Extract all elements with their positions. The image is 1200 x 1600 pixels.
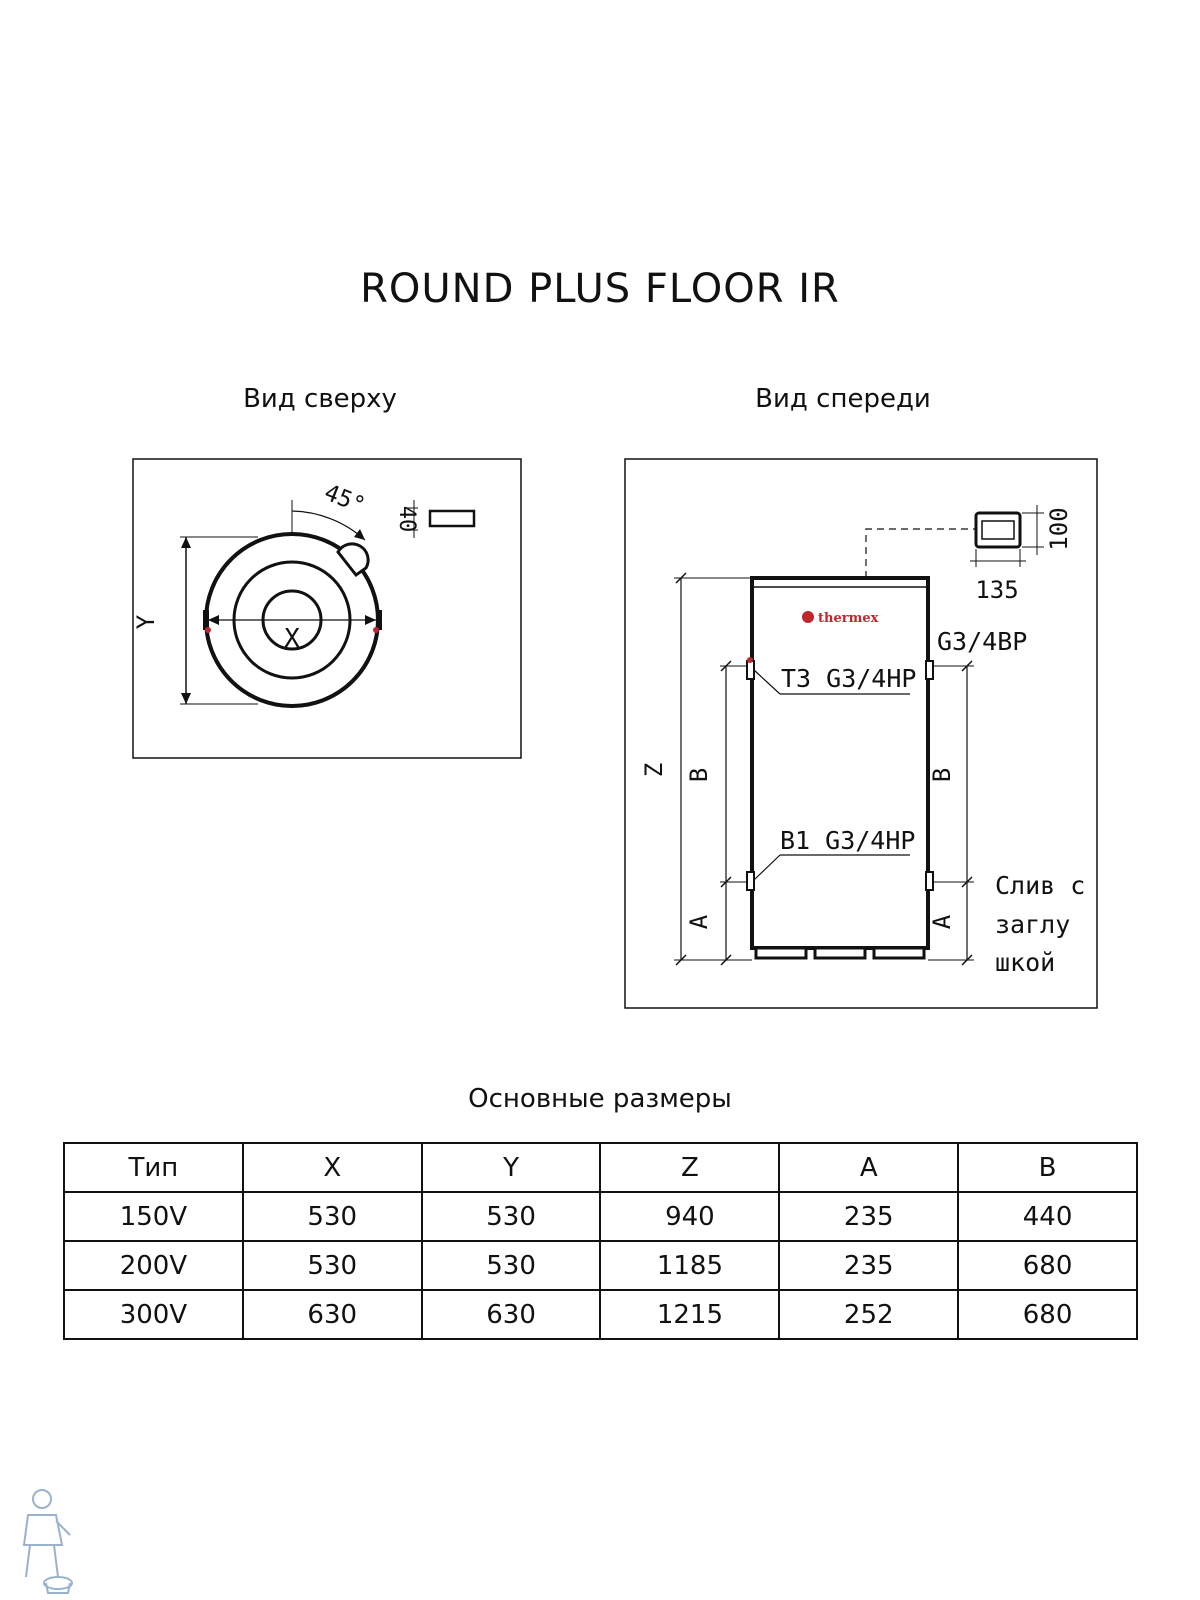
drain-label-line-3: шкой xyxy=(995,948,1056,977)
dim-a-left-label: A xyxy=(685,914,713,930)
control-height-label: 100 xyxy=(1045,507,1073,551)
table-cell: 252 xyxy=(779,1290,958,1339)
header-z: Z xyxy=(600,1143,779,1192)
cold-pipe-stub xyxy=(747,872,754,890)
table-cell: 300V xyxy=(64,1290,243,1339)
outlet-label: G3/4BP xyxy=(937,627,1028,656)
dim-b-right-label: B xyxy=(928,767,956,783)
top-view-caption: Вид сверху xyxy=(243,384,397,414)
dim-x-label: X xyxy=(284,624,300,654)
table-cell: 200V xyxy=(64,1241,243,1290)
dim-z-label: Z xyxy=(640,762,668,778)
table-cell: 530 xyxy=(243,1241,422,1290)
table-cell: 150V xyxy=(64,1192,243,1241)
table-cell: 530 xyxy=(422,1241,601,1290)
tank-foot-3 xyxy=(874,948,924,958)
hot-pipe-stub xyxy=(747,661,754,679)
dimensions-table xyxy=(63,1142,1138,1340)
hot-pipe-marker xyxy=(747,657,753,663)
table-cell: 530 xyxy=(422,1192,601,1241)
brand-logo-text: thermex xyxy=(818,611,879,626)
plumber-watermark-icon xyxy=(10,1485,80,1595)
cold-pipe-label: B1 G3/4HP xyxy=(780,826,916,855)
table-row xyxy=(64,1290,1137,1339)
control-cable xyxy=(866,529,976,578)
table-cell: 1215 xyxy=(600,1290,779,1339)
table-cell: 1185 xyxy=(600,1241,779,1290)
header-y: Y xyxy=(422,1143,601,1192)
tank-foot-2 xyxy=(815,948,865,958)
table-caption: Основные размеры xyxy=(468,1084,732,1114)
table-cell: 630 xyxy=(422,1290,601,1339)
dim-a-right-label: A xyxy=(928,914,956,930)
dim-b-left-label: B xyxy=(685,767,713,783)
front-view-caption: Вид спереди xyxy=(755,384,931,414)
page-title: ROUND PLUS FLOOR IR xyxy=(360,266,840,312)
angle-label: 45° xyxy=(320,479,369,520)
drain-pipe-stub xyxy=(926,872,933,890)
drain-label-line-1: Слив с xyxy=(995,871,1086,900)
table-header-row xyxy=(64,1143,1137,1192)
table-cell: 235 xyxy=(779,1241,958,1290)
offset-label: 40 xyxy=(394,505,419,533)
dim-y-label: Y xyxy=(132,614,160,630)
hot-pipe-label: T3 G3/4HP xyxy=(781,664,917,693)
drain-label-line-2: заглу xyxy=(995,910,1071,939)
header-a: A xyxy=(779,1143,958,1192)
table-cell: 680 xyxy=(958,1241,1137,1290)
table-cell: 680 xyxy=(958,1290,1137,1339)
table-cell: 630 xyxy=(243,1290,422,1339)
table-row xyxy=(64,1192,1137,1241)
header-type: Тип xyxy=(64,1143,243,1192)
control-width-label: 135 xyxy=(975,576,1019,604)
outlet-pipe-stub xyxy=(926,661,933,679)
brand-logo-icon xyxy=(802,611,814,623)
tank-foot-1 xyxy=(756,948,806,958)
tank-body xyxy=(752,578,928,948)
table-cell: 530 xyxy=(243,1192,422,1241)
table-row xyxy=(64,1241,1137,1290)
table-cell: 235 xyxy=(779,1192,958,1241)
table-cell: 440 xyxy=(958,1192,1137,1241)
control-display xyxy=(982,521,1014,539)
header-x: X xyxy=(243,1143,422,1192)
table-cell: 940 xyxy=(600,1192,779,1241)
header-b: B xyxy=(958,1143,1137,1192)
